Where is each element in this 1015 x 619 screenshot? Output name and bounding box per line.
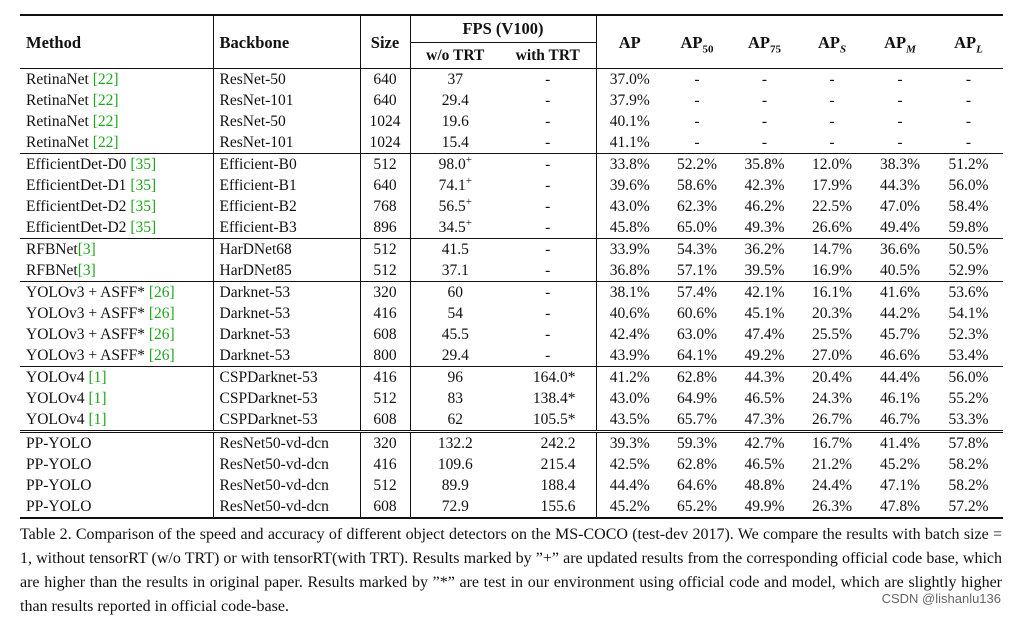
table-row	[20, 388, 1003, 409]
cell-backbone: ResNet-50	[213, 69, 360, 91]
header-row	[20, 15, 1003, 42]
cell-fps-wo: 15.4	[410, 132, 500, 154]
cell-aps: 14.7%	[798, 239, 866, 261]
cell-size: 512	[360, 388, 410, 409]
cell-size: 512	[360, 239, 410, 261]
cell-fps-wo: 98.0+	[410, 154, 500, 176]
cell-ap75: 44.3%	[731, 367, 798, 389]
cell-ap75: 45.1%	[744, 305, 785, 322]
table-row	[20, 260, 1003, 282]
cell-fps-wo: 37.1	[410, 260, 500, 282]
cell-backbone: ResNet50-vd-dcn	[213, 475, 360, 496]
table-row	[20, 496, 1003, 518]
cell-ap50: -	[694, 134, 700, 151]
cell-ap: 43.5%	[596, 409, 663, 432]
citation-link[interactable]: [22]	[92, 71, 119, 88]
cell-fps-wo: 34.5+	[410, 217, 500, 239]
cell-aps: 26.6%	[811, 219, 853, 236]
cell-size: 608	[360, 324, 410, 345]
cell-fps-with: 188.4	[540, 477, 576, 494]
cell-ap: 39.3%	[596, 432, 663, 455]
table-row	[20, 111, 1003, 132]
cell-backbone: Efficient-B2	[213, 196, 360, 217]
cell-method: YOLOv3 + ASFF* [26]	[20, 282, 213, 304]
citation-link[interactable]: [35]	[130, 177, 157, 194]
cell-method: YOLOv4 [1]	[26, 390, 107, 407]
cell-backbone: CSPDarknet-53	[213, 388, 360, 409]
header-backbone: Backbone	[213, 15, 360, 69]
cell-apm: 46.6%	[879, 347, 921, 364]
cell-size: 608	[360, 409, 410, 432]
cell-ap: 33.9%	[596, 239, 663, 261]
cell-ap50: 64.6%	[676, 477, 718, 494]
cell-ap75: -	[731, 69, 798, 91]
table-row	[20, 69, 1003, 91]
cell-size: 640	[360, 69, 410, 91]
cell-fps-wo: 62	[410, 409, 500, 432]
cell-ap75: -	[761, 134, 768, 151]
header-fps-wo: w/o TRT	[410, 42, 500, 68]
header-fps-label: FPS (V100)	[462, 19, 544, 39]
cell-ap: 45.2%	[596, 496, 663, 518]
cell-fps-wo: 29.4	[410, 90, 500, 111]
cell-ap50: 64.1%	[676, 347, 718, 364]
cell-aps: 17.9%	[811, 177, 853, 194]
cell-size: 768	[360, 196, 410, 217]
detector-comparison-table	[20, 14, 1003, 519]
cell-ap50: 57.4%	[663, 282, 731, 304]
cell-method: YOLOv4 [1]	[26, 411, 107, 428]
paper-table-figure	[20, 14, 1005, 619]
cell-apl: 58.4%	[948, 198, 989, 215]
cell-backbone: ResNet-101	[213, 132, 360, 154]
cell-ap50: 63.0%	[676, 326, 718, 343]
cell-aps: 26.7%	[811, 411, 853, 428]
cell-ap: 39.6%	[596, 175, 663, 196]
cell-fps-wo: 41.5	[410, 239, 500, 261]
cell-backbone: Darknet-53	[213, 324, 360, 345]
cell-apl: 53.6%	[934, 282, 1003, 304]
cell-method: PP-YOLO	[26, 477, 92, 494]
cell-ap75: -	[761, 92, 768, 109]
cell-fps-with: 164.0*	[500, 367, 596, 389]
cell-apl: -	[965, 134, 972, 151]
cell-ap: 43.0%	[596, 388, 663, 409]
cell-backbone: HarDNet85	[213, 260, 360, 282]
cell-aps: -	[829, 134, 835, 151]
cell-fps-wo: 29.4	[410, 345, 500, 367]
cell-aps: 27.0%	[811, 347, 853, 364]
cell-ap75: 48.8%	[744, 477, 785, 494]
table-row	[20, 454, 1003, 475]
cell-method: YOLOv3 + ASFF* [26]	[26, 305, 175, 322]
cell-apm: 44.3%	[879, 177, 921, 194]
cell-aps: 25.5%	[811, 326, 853, 343]
cell-method: PP-YOLO	[26, 456, 92, 473]
cell-apl: 53.3%	[948, 411, 989, 428]
cell-ap75: 49.9%	[731, 496, 798, 518]
cell-apm: 45.2%	[879, 456, 921, 473]
cell-ap75: 49.3%	[744, 219, 785, 236]
cell-fps-wo: 37	[410, 69, 500, 91]
cell-method: YOLOv3 + ASFF* [26]	[26, 347, 175, 364]
cell-size: 800	[360, 345, 410, 367]
table-row	[20, 217, 1003, 239]
cell-fps-with: 215.4	[540, 456, 576, 473]
cell-ap: 42.4%	[596, 324, 663, 345]
cell-backbone: ResNet50-vd-dcn	[213, 454, 360, 475]
table-row	[20, 475, 1003, 496]
cell-method: EfficientDet-D1 [35]	[26, 177, 157, 194]
cell-backbone: Darknet-53	[213, 282, 360, 304]
table-row	[20, 367, 1003, 389]
cell-fps-wo: 56.5+	[410, 196, 500, 217]
cell-size: 608	[360, 496, 410, 518]
cell-fps-wo: 96	[410, 367, 500, 389]
cell-apl: 53.4%	[948, 347, 989, 364]
cell-backbone: HarDNet68	[213, 239, 360, 261]
citation-link[interactable]: [1]	[88, 390, 107, 407]
citation-link[interactable]: [35]	[130, 156, 157, 173]
cell-apm: -	[897, 92, 903, 109]
cell-ap50: 65.2%	[663, 496, 731, 518]
citation-link[interactable]: [1]	[88, 369, 107, 386]
table-group	[20, 432, 1003, 519]
cell-apm: 46.7%	[879, 411, 921, 428]
header-apl: $AP_L$	[934, 15, 1003, 69]
table-group	[20, 154, 1003, 239]
citation-link[interactable]: [26]	[148, 326, 175, 343]
cell-ap: 37.9%	[596, 90, 663, 111]
cell-size: 416	[360, 367, 410, 389]
cell-apm: 41.4%	[866, 432, 934, 455]
cell-fps-with: -	[545, 113, 551, 130]
cell-aps: -	[829, 113, 835, 130]
cell-ap75: 42.1%	[731, 282, 798, 304]
cell-aps: 26.3%	[798, 496, 866, 518]
cell-aps: 16.1%	[798, 282, 866, 304]
header-ap: AP	[596, 15, 663, 69]
cell-aps: 22.5%	[811, 198, 853, 215]
cell-apl: 58.2%	[948, 477, 989, 494]
cell-ap50: 62.3%	[676, 198, 718, 215]
cell-size: 896	[360, 217, 410, 239]
cell-ap50: 62.8%	[676, 456, 718, 473]
header-method: Method	[20, 15, 213, 69]
cell-size: 640	[360, 175, 410, 196]
cell-fps-with: -	[545, 177, 551, 194]
cell-ap50: 65.7%	[676, 411, 718, 428]
cell-fps-wo: 89.9	[410, 475, 500, 496]
table-row	[20, 90, 1003, 111]
header-apm: $AP_M$	[866, 15, 934, 69]
cell-size: 416	[360, 454, 410, 475]
cell-ap50: 58.6%	[676, 177, 718, 194]
cell-size: 512	[360, 475, 410, 496]
cell-ap50: 59.3%	[663, 432, 731, 455]
cell-apm: -	[897, 113, 903, 130]
table-group	[20, 239, 1003, 282]
cell-apl: 56.0%	[948, 177, 989, 194]
header-fps-with: with TRT	[500, 42, 596, 68]
cell-aps: 24.4%	[811, 477, 853, 494]
table-row	[20, 239, 1003, 261]
cell-apm: -	[897, 134, 903, 151]
cell-apl: 52.3%	[948, 326, 989, 343]
cell-fps-wo: 72.9	[410, 496, 500, 518]
table-row	[20, 345, 1003, 367]
cell-apl: 50.5%	[934, 239, 1003, 261]
citation-link[interactable]: [22]	[92, 113, 119, 130]
cell-ap75: 36.2%	[731, 239, 798, 261]
cell-ap75: 35.8%	[731, 154, 798, 176]
table-group	[20, 69, 1003, 154]
cell-method: EfficientDet-D2 [35]	[26, 198, 157, 215]
cell-aps: 16.7%	[798, 432, 866, 455]
table-caption: Table 2. Comparison of the speed and accuracy of different object detectors on the MS-COCO (test-dev 2017). We compare the results with batch size = 1, without tensorRT (w/o TRT) or with tensorRT(with TRT). Results marked by ”+” are updated results from the corresponding official code base, which are higher than the results in original paper. Results marked by ”*” are test in our environment using official code and model, which are slightly higher than results reported in official code-base.	[20, 526, 1002, 615]
cell-apm: 49.4%	[879, 219, 921, 236]
cell-method: PP-YOLO	[20, 432, 213, 455]
citation-link[interactable]: [35]	[130, 198, 157, 215]
cell-ap: 45.8%	[596, 217, 663, 239]
cell-ap50: 62.8%	[663, 367, 731, 389]
citation-link[interactable]: [26]	[148, 284, 175, 301]
cell-size: 320	[360, 432, 410, 455]
cell-backbone: CSPDarknet-53	[213, 367, 360, 389]
cell-aps: 16.9%	[811, 262, 853, 279]
cell-fps-with: -	[500, 154, 596, 176]
cell-apm: 45.7%	[879, 326, 921, 343]
cell-apm: 44.2%	[879, 305, 921, 322]
cell-fps-with: -	[545, 92, 551, 109]
cell-fps-with: -	[545, 347, 551, 364]
citation-link[interactable]: [1]	[88, 411, 107, 428]
citation-link[interactable]: [26]	[148, 347, 175, 364]
cell-ap75: 46.5%	[744, 456, 785, 473]
table-row	[20, 409, 1003, 432]
cell-apl: 57.2%	[934, 496, 1003, 518]
table-group	[20, 367, 1003, 432]
header-ap75: $AP_{75}$	[731, 15, 798, 69]
cell-backbone: Efficient-B0	[213, 154, 360, 176]
cell-method: RetinaNet [22]	[20, 69, 213, 91]
cell-method: RetinaNet [22]	[26, 92, 119, 109]
cell-ap: 40.1%	[596, 111, 663, 132]
cell-backbone: ResNet50-vd-dcn	[213, 496, 360, 518]
header-size: Size	[360, 15, 410, 69]
cell-ap75: -	[761, 113, 768, 130]
cell-apm: 36.6%	[866, 239, 934, 261]
cell-apm: 44.4%	[866, 367, 934, 389]
cell-ap: 43.0%	[596, 196, 663, 217]
table-group	[20, 282, 1003, 367]
cell-apl: 57.8%	[934, 432, 1003, 455]
citation-link[interactable]: [3]	[77, 262, 96, 279]
cell-fps-wo: 83	[410, 388, 500, 409]
cell-ap75: 42.7%	[731, 432, 798, 455]
cell-apl: -	[965, 92, 972, 109]
cell-backbone: ResNet50-vd-dcn	[213, 432, 360, 455]
cell-fps-with: 105.5*	[532, 411, 576, 428]
cell-aps: -	[829, 92, 835, 109]
cell-apm: 47.8%	[866, 496, 934, 518]
cell-fps-wo: 45.5	[410, 324, 500, 345]
cell-ap: 36.8%	[596, 260, 663, 282]
cell-fps-wo: 74.1+	[410, 175, 500, 196]
cell-fps-with: -	[500, 239, 596, 261]
cell-method: YOLOv3 + ASFF* [26]	[26, 326, 175, 343]
header-fps	[410, 15, 596, 42]
cell-fps-with: -	[545, 198, 551, 215]
cell-ap: 38.1%	[596, 282, 663, 304]
cell-method: RetinaNet [22]	[26, 113, 119, 130]
cell-fps-with: -	[500, 69, 596, 91]
cell-ap50: 57.1%	[676, 262, 718, 279]
cell-ap75: 46.5%	[744, 390, 785, 407]
cell-fps-with: -	[545, 262, 551, 279]
cell-aps: 20.3%	[811, 305, 853, 322]
table-row	[20, 324, 1003, 345]
cell-ap75: 47.3%	[744, 411, 785, 428]
cell-apl: 59.8%	[948, 219, 989, 236]
citation-link[interactable]: [35]	[130, 219, 157, 236]
table-row	[20, 432, 1003, 455]
cell-size: 512	[360, 260, 410, 282]
citation-link[interactable]: [3]	[77, 241, 96, 258]
cell-ap75: 46.2%	[744, 198, 785, 215]
cell-backbone: Efficient-B3	[213, 217, 360, 239]
cell-apm: 47.1%	[879, 477, 921, 494]
cell-fps-wo: 60	[410, 282, 500, 304]
cell-method: RFBNet[3]	[20, 239, 213, 261]
cell-ap: 37.0%	[596, 69, 663, 91]
table-row	[20, 132, 1003, 154]
cell-backbone: ResNet-101	[213, 90, 360, 111]
cell-ap50: 64.9%	[676, 390, 718, 407]
citation-link[interactable]: [22]	[92, 134, 119, 151]
cell-fps-with: 155.6	[500, 496, 596, 518]
cell-size: 1024	[360, 111, 410, 132]
citation-link[interactable]: [22]	[92, 92, 119, 109]
cell-fps-wo: 109.6	[410, 454, 500, 475]
cell-size: 1024	[360, 132, 410, 154]
cell-fps-with: 242.2	[500, 432, 596, 455]
cell-size: 512	[360, 154, 410, 176]
cell-ap75: 49.2%	[744, 347, 785, 364]
cell-backbone: CSPDarknet-53	[213, 409, 360, 432]
cell-apl: 52.9%	[948, 262, 989, 279]
cell-ap: 33.8%	[596, 154, 663, 176]
cell-fps-with: -	[500, 282, 596, 304]
cell-method: RetinaNet [22]	[26, 134, 119, 151]
cell-apl: -	[965, 113, 972, 130]
cell-ap50: 60.6%	[676, 305, 718, 322]
cell-ap50: -	[694, 92, 700, 109]
cell-aps: 24.3%	[811, 390, 853, 407]
cell-ap50: -	[663, 69, 731, 91]
cell-apl: 55.2%	[948, 390, 989, 407]
table-row	[20, 303, 1003, 324]
cell-size: 416	[360, 303, 410, 324]
cell-apl: 56.0%	[934, 367, 1003, 389]
cell-backbone: Efficient-B1	[213, 175, 360, 196]
cell-ap: 41.2%	[596, 367, 663, 389]
cell-ap: 41.1%	[596, 132, 663, 154]
cell-method: EfficientDet-D0 [35]	[20, 154, 213, 176]
cell-ap: 42.5%	[596, 454, 663, 475]
cell-apm: 47.0%	[879, 198, 921, 215]
cell-fps-with: 138.4*	[532, 390, 576, 407]
cell-method: RFBNet[3]	[26, 262, 96, 279]
cell-apm: 38.3%	[866, 154, 934, 176]
cell-aps: -	[798, 69, 866, 91]
cell-fps-wo: 19.6	[410, 111, 500, 132]
cell-ap50: 54.3%	[663, 239, 731, 261]
cell-aps: 20.4%	[798, 367, 866, 389]
cell-backbone: Darknet-53	[213, 303, 360, 324]
cell-fps-with: -	[545, 134, 551, 151]
cell-ap50: 65.0%	[676, 219, 718, 236]
cell-method: PP-YOLO	[20, 496, 213, 518]
cell-method: EfficientDet-D2 [35]	[26, 219, 157, 236]
cell-ap50: 52.2%	[663, 154, 731, 176]
cell-apl: 54.1%	[948, 305, 989, 322]
cell-ap75: 47.4%	[744, 326, 785, 343]
cell-size: 320	[360, 282, 410, 304]
cell-backbone: Darknet-53	[213, 345, 360, 367]
cell-ap: 40.6%	[596, 303, 663, 324]
cell-ap75: 39.5%	[744, 262, 785, 279]
cell-aps: 21.2%	[811, 456, 853, 473]
table-row	[20, 175, 1003, 196]
cell-ap: 43.9%	[596, 345, 663, 367]
cell-fps-with: -	[545, 219, 551, 236]
cell-apm: -	[866, 69, 934, 91]
header-ap50: $AP_{50}$	[663, 15, 731, 69]
cell-apl: -	[934, 69, 1003, 91]
cell-apm: 46.1%	[879, 390, 921, 407]
cell-backbone: ResNet-50	[213, 111, 360, 132]
cell-ap: 44.4%	[596, 475, 663, 496]
cell-fps-with: -	[545, 326, 551, 343]
cell-fps-wo: 132.2	[410, 432, 500, 455]
citation-link[interactable]: [26]	[148, 305, 175, 322]
cell-size: 640	[360, 90, 410, 111]
cell-apm: 40.5%	[879, 262, 921, 279]
cell-apl: 51.2%	[934, 154, 1003, 176]
table-row	[20, 282, 1003, 304]
header-aps: $AP_S$	[798, 15, 866, 69]
cell-fps-wo: 54	[410, 303, 500, 324]
cell-apm: 41.6%	[866, 282, 934, 304]
cell-ap50: -	[694, 113, 700, 130]
watermark: CSDN @lishanlu136	[881, 591, 1001, 606]
cell-method: YOLOv4 [1]	[20, 367, 213, 389]
cell-ap75: 42.3%	[744, 177, 785, 194]
cell-aps: 12.0%	[798, 154, 866, 176]
table-row	[20, 154, 1003, 176]
table-row	[20, 196, 1003, 217]
cell-apl: 58.2%	[948, 456, 989, 473]
cell-fps-with: -	[545, 305, 551, 322]
